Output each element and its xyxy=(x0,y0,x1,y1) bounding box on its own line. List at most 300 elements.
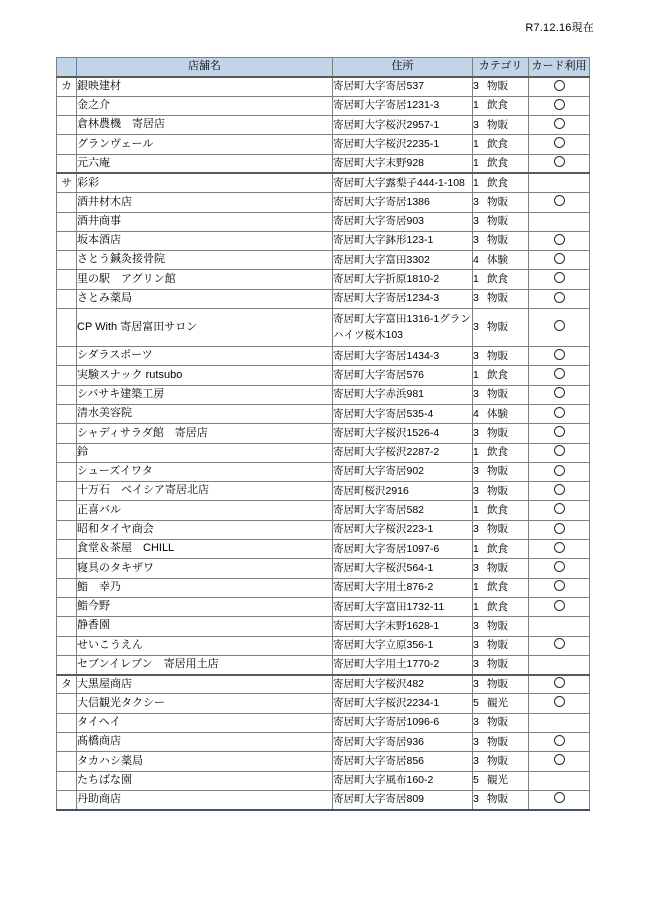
cell-kana-group xyxy=(57,289,77,308)
category-label: 飲食 xyxy=(487,504,508,517)
category-label: 物販 xyxy=(487,716,508,729)
shop-list-table-container xyxy=(56,57,589,811)
cell-shop-name: タイヘイ xyxy=(77,713,333,732)
shop-list-table xyxy=(56,57,590,811)
table-row xyxy=(57,713,590,732)
cell-address: 寄居町大字寄居535-4 xyxy=(333,404,473,423)
cell-category xyxy=(473,309,529,347)
cell-category xyxy=(473,675,529,694)
cell-category xyxy=(473,617,529,636)
cell-category xyxy=(473,578,529,597)
cell-address: 寄居町大字用土1770-2 xyxy=(333,655,473,674)
circle-mark-icon xyxy=(554,600,565,611)
cell-card-accepted xyxy=(529,733,590,752)
cell-address: 寄居町大字末野1628-1 xyxy=(333,617,473,636)
circle-mark-icon xyxy=(554,195,565,206)
cell-card-accepted xyxy=(529,790,590,809)
table-header-row xyxy=(57,58,590,78)
category-number: 3 xyxy=(473,465,479,478)
cell-kana-group xyxy=(57,404,77,423)
category-number: 1 xyxy=(473,368,479,381)
cell-kana-group xyxy=(57,424,77,443)
category-number: 3 xyxy=(473,388,479,401)
table-row xyxy=(57,135,590,154)
cell-category xyxy=(473,385,529,404)
cell-address: 寄居町大字折原1810-2 xyxy=(333,270,473,289)
category-number: 3 xyxy=(473,619,479,632)
table-row xyxy=(57,193,590,212)
table-row xyxy=(57,520,590,539)
cell-card-accepted xyxy=(529,694,590,713)
table-row xyxy=(57,771,590,790)
category-label: 物販 xyxy=(487,80,508,93)
cell-kana-group: カ xyxy=(57,77,77,96)
category-label: 物販 xyxy=(487,735,508,748)
cell-shop-name: 髙橋商店 xyxy=(77,733,333,752)
cell-address: 寄居町大字桜沢564-1 xyxy=(333,559,473,578)
cell-category xyxy=(473,251,529,270)
cell-address: 寄居町大字寄居582 xyxy=(333,501,473,520)
category-label: 物販 xyxy=(487,234,508,247)
cell-shop-name: 大信観光タクシー xyxy=(77,694,333,713)
category-label: 物販 xyxy=(487,321,508,333)
cell-address: 寄居町大字末野928 xyxy=(333,154,473,173)
cell-address: 寄居町大字寄居903 xyxy=(333,212,473,231)
table-row xyxy=(57,597,590,616)
column-header-address: 住所 xyxy=(333,58,473,78)
cell-kana-group xyxy=(57,443,77,462)
circle-mark-icon xyxy=(554,638,565,649)
cell-card-accepted xyxy=(529,231,590,250)
cell-address: 寄居町大字寄居902 xyxy=(333,462,473,481)
cell-kana-group xyxy=(57,771,77,790)
cell-kana-group xyxy=(57,116,77,135)
table-row xyxy=(57,154,590,173)
cell-card-accepted xyxy=(529,424,590,443)
circle-mark-icon xyxy=(554,234,565,245)
cell-address: 寄居町大字桜沢2957-1 xyxy=(333,116,473,135)
cell-kana-group xyxy=(57,231,77,250)
circle-mark-icon xyxy=(554,292,565,303)
category-number: 3 xyxy=(473,523,479,536)
category-number: 1 xyxy=(473,176,479,189)
category-number: 1 xyxy=(473,581,479,594)
circle-mark-icon xyxy=(554,696,565,707)
table-row xyxy=(57,675,590,694)
cell-shop-name: 寝具のタキザワ xyxy=(77,559,333,578)
column-header-name: 店舗名 xyxy=(77,58,333,78)
circle-mark-icon xyxy=(554,503,565,514)
category-number: 1 xyxy=(473,600,479,613)
category-number: 3 xyxy=(473,793,479,806)
cell-card-accepted xyxy=(529,251,590,270)
cell-shop-name: 大黒屋商店 xyxy=(77,675,333,694)
category-number: 3 xyxy=(473,561,479,574)
category-label: 物販 xyxy=(487,754,508,767)
circle-mark-icon xyxy=(554,407,565,418)
circle-mark-icon xyxy=(554,253,565,264)
cell-address: 寄居町大字鉢形123-1 xyxy=(333,231,473,250)
cell-category xyxy=(473,173,529,192)
category-label: 物販 xyxy=(487,349,508,362)
cell-shop-name: 十万石 ベイシア寄居北店 xyxy=(77,482,333,501)
cell-shop-name: 鈴 xyxy=(77,443,333,462)
cell-category xyxy=(473,713,529,732)
category-label: 観光 xyxy=(487,774,508,787)
cell-shop-name: 実験スナック rutsubo xyxy=(77,366,333,385)
cell-shop-name: 昭和タイヤ商会 xyxy=(77,520,333,539)
cell-address: 寄居町大字寄居537 xyxy=(333,77,473,96)
cell-card-accepted xyxy=(529,520,590,539)
table-row xyxy=(57,231,590,250)
cell-shop-name: さとう鍼灸接骨院 xyxy=(77,251,333,270)
table-row xyxy=(57,212,590,231)
circle-mark-icon xyxy=(554,445,565,456)
category-number: 3 xyxy=(473,484,479,497)
category-label: 物販 xyxy=(487,658,508,671)
cell-category xyxy=(473,694,529,713)
cell-card-accepted xyxy=(529,597,590,616)
cell-category xyxy=(473,424,529,443)
cell-category xyxy=(473,366,529,385)
category-label: 飲食 xyxy=(487,99,508,112)
category-label: 飲食 xyxy=(487,600,508,613)
cell-shop-name: セブンイレブン 寄居用土店 xyxy=(77,655,333,674)
category-label: 飲食 xyxy=(487,157,508,170)
cell-category xyxy=(473,154,529,173)
table-row xyxy=(57,77,590,96)
cell-kana-group xyxy=(57,366,77,385)
cell-shop-name: タカハシ薬局 xyxy=(77,752,333,771)
cell-card-accepted xyxy=(529,462,590,481)
cell-shop-name: 倉林農機 寄居店 xyxy=(77,116,333,135)
cell-kana-group xyxy=(57,636,77,655)
circle-mark-icon xyxy=(554,349,565,360)
cell-shop-name: たちばな園 xyxy=(77,771,333,790)
cell-card-accepted xyxy=(529,347,590,366)
table-row xyxy=(57,578,590,597)
cell-category xyxy=(473,212,529,231)
table-row xyxy=(57,482,590,501)
circle-mark-icon xyxy=(554,80,565,91)
table-row xyxy=(57,790,590,809)
table-row xyxy=(57,270,590,289)
cell-category xyxy=(473,559,529,578)
table-row xyxy=(57,733,590,752)
cell-address: 寄居町大字寄居1096-6 xyxy=(333,713,473,732)
category-label: 飲食 xyxy=(487,542,508,555)
circle-mark-icon xyxy=(554,561,565,572)
category-number: 3 xyxy=(473,234,479,247)
cell-category xyxy=(473,482,529,501)
cell-address: 寄居町大字寄居1097-6 xyxy=(333,540,473,559)
cell-kana-group xyxy=(57,694,77,713)
category-label: 物販 xyxy=(487,388,508,401)
cell-shop-name: シダラスポーツ xyxy=(77,347,333,366)
cell-address: 寄居町大字桜沢2287-2 xyxy=(333,443,473,462)
cell-kana-group xyxy=(57,347,77,366)
cell-kana-group xyxy=(57,501,77,520)
cell-shop-name: シューズイワタ xyxy=(77,462,333,481)
category-number: 3 xyxy=(473,195,479,208)
table-body xyxy=(57,77,590,810)
cell-address: 寄居町大字風布160-2 xyxy=(333,771,473,790)
category-number: 3 xyxy=(473,349,479,362)
cell-shop-name: 鮨 幸乃 xyxy=(77,578,333,597)
cell-address: 寄居町大字桜沢482 xyxy=(333,675,473,694)
cell-kana-group xyxy=(57,193,77,212)
circle-mark-icon xyxy=(554,320,565,331)
cell-address: 寄居町大字寄居809 xyxy=(333,790,473,809)
category-label: 物販 xyxy=(487,639,508,652)
cell-kana-group xyxy=(57,733,77,752)
column-header-kana xyxy=(57,58,77,78)
cell-kana-group xyxy=(57,559,77,578)
cell-category xyxy=(473,77,529,96)
cell-category xyxy=(473,752,529,771)
table-row xyxy=(57,559,590,578)
category-label: 体験 xyxy=(487,253,508,266)
category-label: 体験 xyxy=(487,407,508,420)
category-number: 3 xyxy=(473,292,479,305)
circle-mark-icon xyxy=(554,368,565,379)
category-label: 物販 xyxy=(487,561,508,574)
cell-card-accepted xyxy=(529,116,590,135)
cell-card-accepted xyxy=(529,636,590,655)
cell-kana-group xyxy=(57,752,77,771)
cell-card-accepted xyxy=(529,578,590,597)
cell-kana-group xyxy=(57,520,77,539)
category-number: 1 xyxy=(473,157,479,170)
cell-address: 寄居町大字寄居1434-3 xyxy=(333,347,473,366)
circle-mark-icon xyxy=(554,118,565,129)
cell-card-accepted xyxy=(529,77,590,96)
table-row xyxy=(57,116,590,135)
cell-category xyxy=(473,270,529,289)
category-number: 5 xyxy=(473,696,479,709)
cell-shop-name: 坂本酒店 xyxy=(77,231,333,250)
circle-mark-icon xyxy=(554,156,565,167)
category-label: 飲食 xyxy=(487,581,508,594)
cell-card-accepted xyxy=(529,501,590,520)
cell-shop-name: CP With 寄居富田サロン xyxy=(77,309,333,347)
category-label: 物販 xyxy=(487,484,508,497)
cell-kana-group: タ xyxy=(57,675,77,694)
cell-kana-group xyxy=(57,135,77,154)
cell-card-accepted xyxy=(529,675,590,694)
cell-address: 寄居町大字桜沢1526-4 xyxy=(333,424,473,443)
category-label: 物販 xyxy=(487,292,508,305)
cell-shop-name: 酒井材木店 xyxy=(77,193,333,212)
category-number: 3 xyxy=(473,639,479,652)
category-label: 物販 xyxy=(487,619,508,632)
cell-card-accepted xyxy=(529,404,590,423)
cell-shop-name: 食堂＆茶屋 CHILL xyxy=(77,540,333,559)
table-row xyxy=(57,443,590,462)
cell-address: 寄居町大字桜沢2235-1 xyxy=(333,135,473,154)
table-row xyxy=(57,173,590,192)
cell-shop-name: 清水美容院 xyxy=(77,404,333,423)
cell-address: 寄居町大字桜沢2234-1 xyxy=(333,694,473,713)
category-number: 1 xyxy=(473,542,479,555)
category-number: 1 xyxy=(473,446,479,459)
cell-shop-name: 酒井商事 xyxy=(77,212,333,231)
cell-category xyxy=(473,462,529,481)
table-row xyxy=(57,289,590,308)
cell-card-accepted xyxy=(529,193,590,212)
cell-address: 寄居町大字立原356-1 xyxy=(333,636,473,655)
cell-card-accepted xyxy=(529,212,590,231)
cell-shop-name: さとみ薬局 xyxy=(77,289,333,308)
table-row xyxy=(57,694,590,713)
cell-kana-group: サ xyxy=(57,173,77,192)
cell-category xyxy=(473,733,529,752)
table-row xyxy=(57,96,590,115)
circle-mark-icon xyxy=(554,426,565,437)
category-number: 3 xyxy=(473,321,479,333)
cell-category xyxy=(473,597,529,616)
cell-card-accepted xyxy=(529,309,590,347)
cell-shop-name: 静香園 xyxy=(77,617,333,636)
cell-category xyxy=(473,347,529,366)
category-label: 飲食 xyxy=(487,137,508,150)
cell-kana-group xyxy=(57,270,77,289)
circle-mark-icon xyxy=(554,735,565,746)
cell-shop-name: 彩彩 xyxy=(77,173,333,192)
category-label: 物販 xyxy=(487,465,508,478)
cell-card-accepted xyxy=(529,385,590,404)
cell-shop-name: せいこうえん xyxy=(77,636,333,655)
cell-address: 寄居町大字露梨子444-1-108 xyxy=(333,173,473,192)
cell-shop-name: 金之介 xyxy=(77,96,333,115)
cell-kana-group xyxy=(57,385,77,404)
cell-kana-group xyxy=(57,309,77,347)
table-row xyxy=(57,385,590,404)
circle-mark-icon xyxy=(554,523,565,534)
cell-card-accepted xyxy=(529,135,590,154)
cell-card-accepted xyxy=(529,540,590,559)
cell-address: 寄居町大字寄居1386 xyxy=(333,193,473,212)
table-row xyxy=(57,540,590,559)
cell-category xyxy=(473,790,529,809)
category-number: 1 xyxy=(473,504,479,517)
cell-address: 寄居町大字赤浜981 xyxy=(333,385,473,404)
circle-mark-icon xyxy=(554,754,565,765)
category-label: 観光 xyxy=(487,696,508,709)
cell-card-accepted xyxy=(529,655,590,674)
cell-shop-name: 丹助商店 xyxy=(77,790,333,809)
table-row xyxy=(57,251,590,270)
cell-address: 寄居町大字寄居856 xyxy=(333,752,473,771)
cell-card-accepted xyxy=(529,771,590,790)
cell-shop-name: 元六庵 xyxy=(77,154,333,173)
cell-kana-group xyxy=(57,540,77,559)
cell-kana-group xyxy=(57,790,77,809)
table-header xyxy=(57,58,590,78)
cell-address: 寄居町大字寄居1234-3 xyxy=(333,289,473,308)
cell-card-accepted xyxy=(529,154,590,173)
circle-mark-icon xyxy=(554,542,565,553)
category-label: 物販 xyxy=(487,523,508,536)
cell-card-accepted xyxy=(529,96,590,115)
table-row xyxy=(57,752,590,771)
cell-address: 寄居町大字用土876-2 xyxy=(333,578,473,597)
category-number: 3 xyxy=(473,658,479,671)
cell-category xyxy=(473,655,529,674)
category-number: 3 xyxy=(473,677,479,690)
category-number: 3 xyxy=(473,735,479,748)
circle-mark-icon xyxy=(554,792,565,803)
cell-card-accepted xyxy=(529,270,590,289)
cell-kana-group xyxy=(57,655,77,674)
category-label: 飲食 xyxy=(487,446,508,459)
cell-card-accepted xyxy=(529,482,590,501)
category-number: 3 xyxy=(473,426,479,439)
cell-category xyxy=(473,443,529,462)
circle-mark-icon xyxy=(554,580,565,591)
category-label: 飲食 xyxy=(487,273,508,286)
cell-category xyxy=(473,636,529,655)
cell-shop-name: 銀映建材 xyxy=(77,77,333,96)
table-row xyxy=(57,424,590,443)
category-label: 飲食 xyxy=(487,368,508,381)
circle-mark-icon xyxy=(554,137,565,148)
table-row xyxy=(57,462,590,481)
cell-kana-group xyxy=(57,617,77,636)
circle-mark-icon xyxy=(554,272,565,283)
column-header-card: カード利用 xyxy=(529,58,590,78)
cell-category xyxy=(473,193,529,212)
category-number: 1 xyxy=(473,137,479,150)
cell-category xyxy=(473,771,529,790)
cell-kana-group xyxy=(57,212,77,231)
cell-card-accepted xyxy=(529,173,590,192)
cell-card-accepted xyxy=(529,752,590,771)
cell-card-accepted xyxy=(529,289,590,308)
cell-card-accepted xyxy=(529,713,590,732)
cell-address: 寄居町大字寄居576 xyxy=(333,366,473,385)
table-row xyxy=(57,366,590,385)
category-number: 1 xyxy=(473,99,479,112)
category-label: 物販 xyxy=(487,677,508,690)
circle-mark-icon xyxy=(554,465,565,476)
cell-card-accepted xyxy=(529,366,590,385)
cell-kana-group xyxy=(57,96,77,115)
category-number: 4 xyxy=(473,407,479,420)
category-number: 3 xyxy=(473,118,479,131)
cell-shop-name: シバサキ建築工房 xyxy=(77,385,333,404)
table-row xyxy=(57,655,590,674)
category-label: 物販 xyxy=(487,426,508,439)
cell-card-accepted xyxy=(529,617,590,636)
cell-shop-name: 里の駅 アグリン館 xyxy=(77,270,333,289)
table-row xyxy=(57,347,590,366)
cell-address: 寄居町大字富田1732-11 xyxy=(333,597,473,616)
category-number: 3 xyxy=(473,80,479,93)
cell-shop-name: 正喜バル xyxy=(77,501,333,520)
cell-address: 寄居町大字富田3302 xyxy=(333,251,473,270)
circle-mark-icon xyxy=(554,677,565,688)
table-row xyxy=(57,309,590,347)
cell-kana-group xyxy=(57,482,77,501)
cell-shop-name: 鮨今野 xyxy=(77,597,333,616)
cell-category xyxy=(473,116,529,135)
cell-address: 寄居町大字寄居936 xyxy=(333,733,473,752)
cell-category xyxy=(473,96,529,115)
cell-kana-group xyxy=(57,597,77,616)
cell-address: 寄居町大字寄居1231-3 xyxy=(333,96,473,115)
cell-address: 寄居町桜沢2916 xyxy=(333,482,473,501)
